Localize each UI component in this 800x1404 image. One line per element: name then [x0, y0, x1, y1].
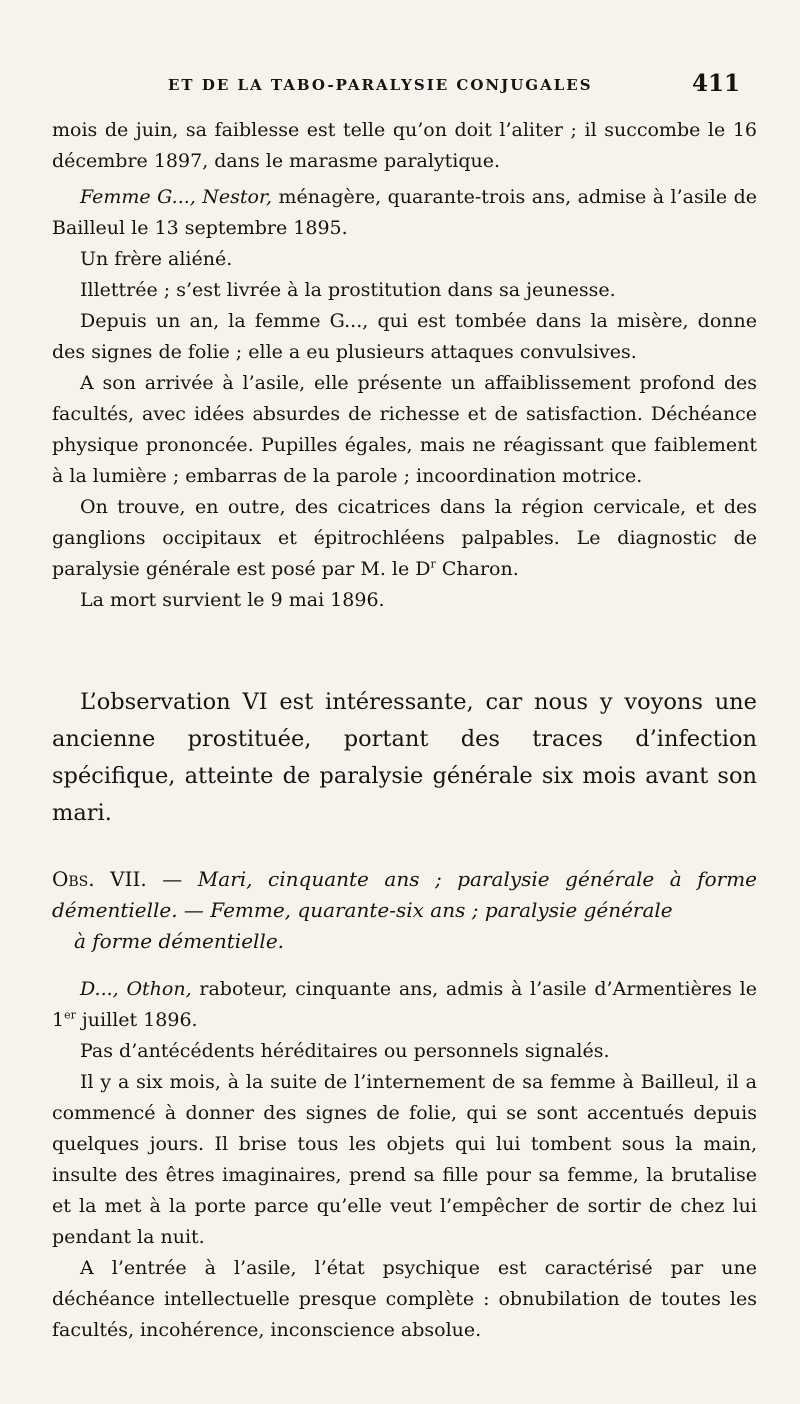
paragraph-patient-intro — [52, 182, 757, 244]
observation-heading — [52, 864, 757, 957]
running-header — [0, 70, 800, 110]
case-d-othon-section — [52, 974, 757, 1346]
paragraph-onset: Depuis un an, la femme G..., qui est tombée dans la misère, donne des signes de folie ; elle a eu plusieurs attaques convulsives. — [52, 310, 757, 363]
page-number: 411 — [691, 70, 740, 97]
running-title: ET DE LA TABO-PARALYSIE CONJUGALES — [168, 76, 593, 94]
observation-summary: — Mari, cinquante ans ; paralysie générale à forme démentielle. — Femme, quarante-six ans ; paralysie générale — [52, 867, 757, 922]
paragraph-heredity: Un frère aliéné. — [80, 248, 233, 270]
paragraph-admission: A son arrivée à l’asile, elle présente un affaiblissement profond des facultés, avec idées absurdes de richesse et de satisfaction. Déchéance physique prononcée. Pupilles égales, mais ne réagissant que faiblement à la lumière ; embarras de la parole ; incoordination motrice. — [52, 372, 757, 487]
diagnosis-doctor: Charon. — [435, 558, 519, 580]
patient-name: Femme G..., Nestor, — [80, 186, 273, 208]
patient-details: ménagère, quarante-trois ans, admise à l’asile de Bailleul le 13 septembre 1895. — [52, 186, 757, 239]
doctor-abbrev-superscript: r — [430, 557, 436, 571]
paragraph-continuation: mois de juin, sa faiblesse est telle qu’on doit l’aliter ; il succombe le 16 décembre 1897, dans le marasme paralytique. — [52, 119, 757, 172]
paragraph-patient-intro-2 — [52, 974, 757, 1036]
observation-title — [52, 864, 757, 926]
diagnosis-text: On trouve, en outre, des cicatrices dans la région cervicale, et des ganglions occipitaux et épitrochléens palpables. Le diagnostic de paralysie générale est posé par M. le D — [52, 496, 757, 580]
paragraph-history: Illettrée ; s’est livrée à la prostitution dans sa jeunesse. — [80, 279, 616, 301]
ordinal-superscript: er — [64, 1008, 76, 1022]
paragraph-commentary: L’observation VI est intéressante, car nous y voyons une ancienne prostituée, portant des traces d’infection spécifique, atteinte de paralysie générale six mois avant son mari. — [52, 689, 757, 826]
admission-date: juillet 1896. — [75, 1009, 198, 1031]
patient-name-2: D..., Othon, — [80, 978, 192, 1000]
observation-label: Obs. VII. — [52, 867, 147, 891]
case-femme-g-section — [52, 115, 757, 616]
patient-details-2: raboteur, cinquante ans, admis à l’asile d’Armentières le 1 — [52, 978, 757, 1031]
paragraph-diagnosis — [52, 492, 757, 585]
observation-summary-end: à forme démentielle. — [74, 929, 285, 953]
paragraph-onset-2: Il y a six mois, à la suite de l’internement de sa femme à Bailleul, il a commencé à donner des signes de folie, qui se sont accentués depuis quelques jours. Il brise tous les objets qui lui tombent sous la main, insulte des êtres imaginaires, prend sa fille pour sa femme, la brutalise et la met à la porte parce qu’elle veut l’empêcher de sortir de chez lui pendant la nuit. — [52, 1071, 757, 1248]
commentary-section — [52, 684, 757, 832]
paragraph-admission-2: A l’entrée à l’asile, l’état psychique est caractérisé par une déchéance intellectuelle presque complète : obnubilation de toutes les facultés, incohérence, inconscience absolue. — [52, 1257, 757, 1341]
paragraph-death: La mort survient le 9 mai 1896. — [80, 589, 385, 611]
paragraph-antecedents: Pas d’antécédents héréditaires ou personnels signalés. — [80, 1040, 610, 1062]
